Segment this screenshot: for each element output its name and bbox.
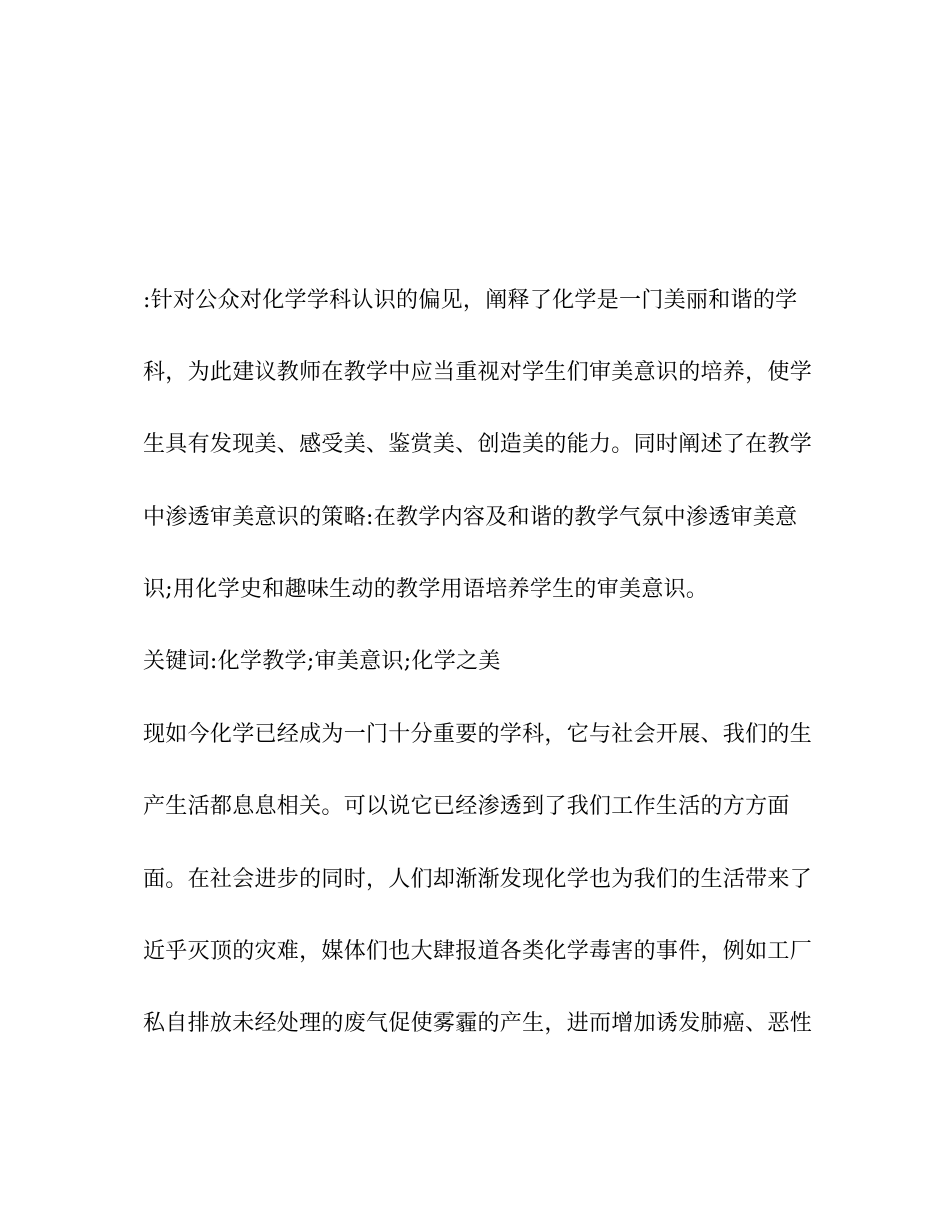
body-line: 现如今化学已经成为一门十分重要的学科，它与社会开展、我们的生: [143, 722, 813, 747]
abstract-line: 识;用化学史和趣味生动的教学用语培养学生的审美意识。: [143, 577, 709, 602]
body-line: 近乎灭顶的灾难，媒体们也大肆报道各类化学毒害的事件，例如工厂: [143, 939, 813, 964]
body-line: 产生活都息息相关。可以说它已经渗透到了我们工作生活的方方面: [143, 794, 790, 819]
abstract-line: :针对公众对化学学科认识的偏见，阐释了化学是一门美丽和谐的学: [143, 288, 798, 313]
abstract-line: 科，为此建议教师在教学中应当重视对学生们审美意识的培养，使学: [143, 360, 813, 385]
abstract-line: 生具有发现美、感受美、鉴赏美、创造美的能力。同时阐述了在教学: [143, 432, 813, 457]
keywords-line: 关键词:化学教学;审美意识;化学之美: [143, 649, 501, 674]
body-line: 私自排放未经处理的废气促使雾霾的产生，进而增加诱发肺癌、恶性: [143, 1011, 813, 1036]
abstract-line: 中渗透审美意识的策略:在教学内容及和谐的教学气氛中渗透审美意: [143, 505, 798, 530]
body-line: 面。在社会进步的同时，人们却渐渐发现化学也为我们的生活带来了: [143, 867, 813, 892]
